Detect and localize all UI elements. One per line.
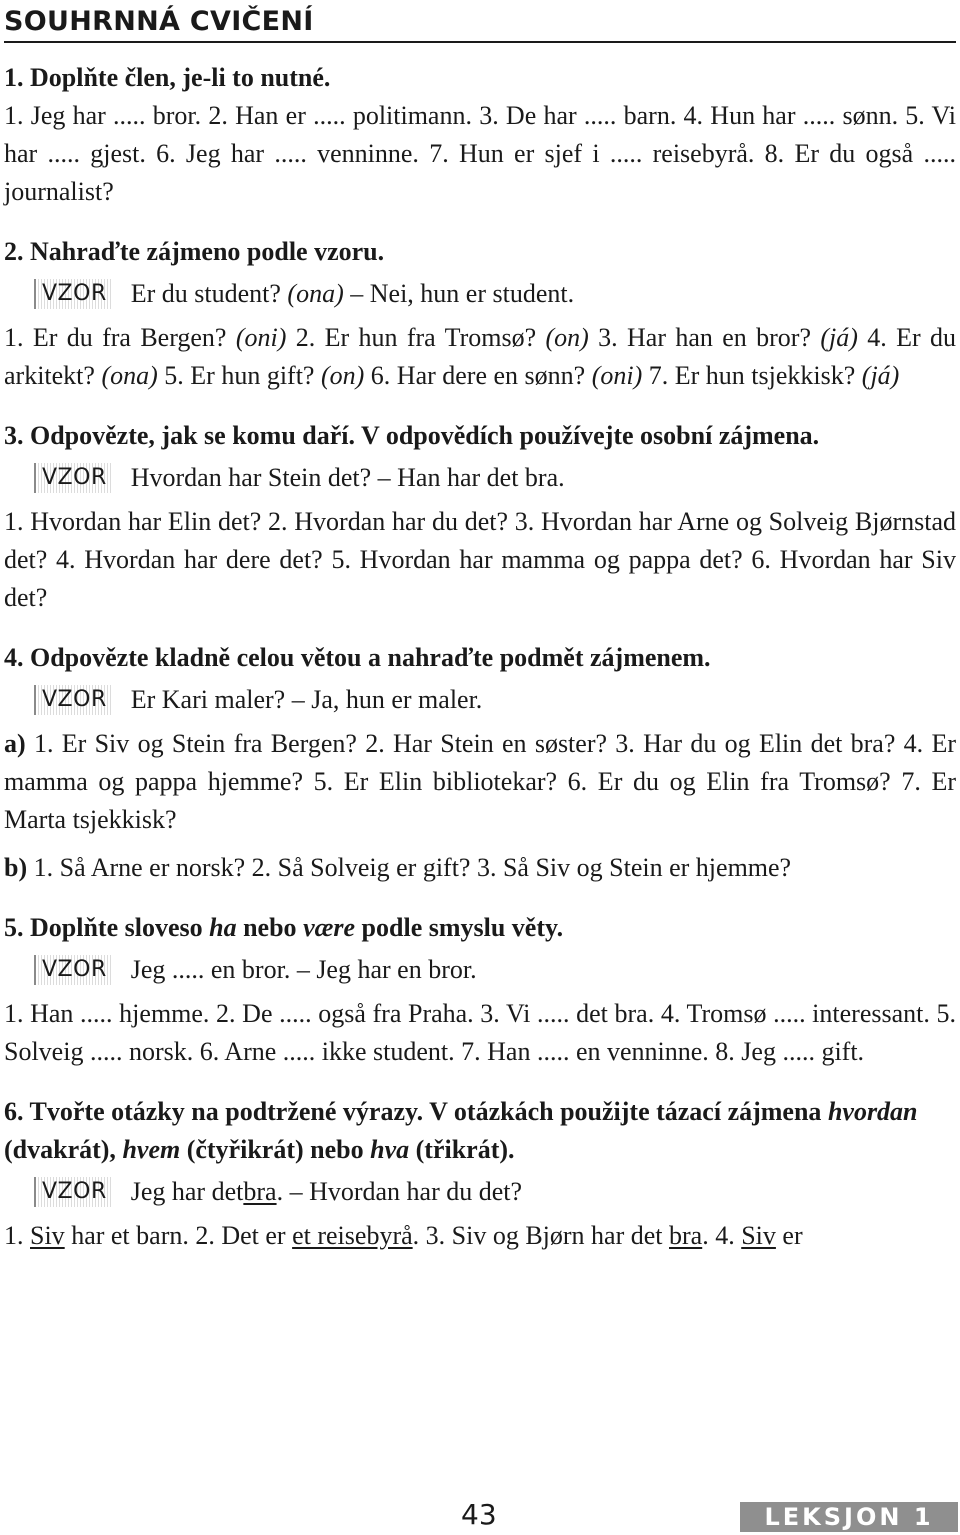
example-underlined: bra <box>243 1177 277 1206</box>
example-text: Er Kari maler? – Ja, hun er maler. <box>130 685 483 714</box>
exercise-2-title: 2. Nahraďte zájmeno podle vzoru. <box>4 237 385 266</box>
underlined-phrase: Siv <box>741 1221 776 1250</box>
exercise-5-title <box>4 909 956 947</box>
exercise-2-text <box>4 319 956 395</box>
page <box>4 0 956 1255</box>
example-part: . – Hvordan har du det? <box>276 1177 523 1206</box>
underlined-phrase: Siv <box>30 1221 65 1250</box>
text-part: . 4. <box>702 1221 742 1250</box>
page-number: 43 <box>461 1498 497 1531</box>
vzor-badge: VZOR <box>34 955 113 985</box>
text-part: har et barn. 2. Det er <box>64 1221 293 1250</box>
title-part: (čtyřikrát) nebo <box>180 1135 371 1164</box>
exercise-1-title: 1. Doplňte člen, je-li to nutné. <box>4 63 331 92</box>
exercise-6-text <box>4 1217 956 1255</box>
title-pronoun-hvordan: hvordan <box>827 1097 918 1126</box>
text-part: 1. <box>4 1221 30 1250</box>
underlined-phrase: et reisebyrå <box>292 1221 413 1250</box>
exercise-6-example <box>4 1173 956 1211</box>
part-a-text: 1. Er Siv og Stein fra Bergen? 2. Har Stein en søster? 3. Har du og Elin det bra? 4. Er mamma og pappa hjemme? 5. Er Elin bibliotekar? 6. Er du og Elin fra Tromsø? 7. Er Marta tsjekkisk? <box>4 729 956 834</box>
example-answer: – Nei, hun er student. <box>350 279 575 308</box>
exercise-3-text: 1. Hvordan har Elin det? 2. Hvordan har du det? 3. Hvordan har Arne og Solveig Bjørnstad det? 4. Hvordan har dere det? 5. Hvordan har mamma og pappa det? 6. Hvordan har Siv det? <box>4 507 956 612</box>
question: 3. Har han en bror? <box>598 323 812 352</box>
exercise-4b-text <box>4 849 956 887</box>
exercise-4a-text <box>4 725 956 839</box>
exercise-6-title <box>4 1093 956 1169</box>
exercise-3-example <box>4 459 956 497</box>
title-part: 6. Tvořte otázky na podtržené výrazy. V otázkách použijte tázací zájmena <box>4 1097 828 1126</box>
title-pronoun-hvem: hvem <box>122 1135 181 1164</box>
exercise-5-text: 1. Han ..... hjemme. 2. De ..... også fra Praha. 3. Vi ..... det bra. 4. Tromsø ..... interessant. 5. Solveig ..... norsk. 6. Arne ..... ikke student. 7. Han ..... en venninne. 8. Jeg ..... gift. <box>4 999 956 1066</box>
exercise-1-text: 1. Jeg har ..... bror. 2. Han er ..... politimann. 3. De har ..... barn. 4. Hun har ..... sønn. 5. Vi har ..... gjest. 6. Jeg har ..... venninne. 7. Hun er sjef i ..... reisebyrå. 8. Er du også ..... journalist? <box>4 101 956 206</box>
part-a-label: a) <box>4 729 26 758</box>
vzor-badge: VZOR <box>34 279 113 309</box>
title-verb-vaere: være <box>303 913 356 942</box>
hint: (on) <box>320 361 365 390</box>
question: 1. Er du fra Bergen? <box>4 323 227 352</box>
part-b-text: 1. Så Arne er norsk? 2. Så Solveig er gift? 3. Så Siv og Stein er hjemme? <box>27 853 792 882</box>
exercise-4-example <box>4 681 956 719</box>
title-part: podle smyslu věty. <box>355 913 564 942</box>
text-part: . 3. Siv og Bjørn har det <box>412 1221 670 1250</box>
question: 4. Er du arkitekt? <box>4 323 957 390</box>
exercise-4-title: 4. Odpovězte kladně celou větou a nahraďte podmět zájmenem. <box>4 643 711 672</box>
hint: (oni) <box>591 361 643 390</box>
title-verb-ha: ha <box>209 913 237 942</box>
question: 6. Har dere en sønn? <box>370 361 586 390</box>
example-part: Jeg har det <box>130 1177 244 1206</box>
exercise-5-example <box>4 951 956 989</box>
vzor-badge: VZOR <box>34 463 113 493</box>
underlined-phrase: bra <box>669 1221 703 1250</box>
lesson-badge: LEKSJON 1 <box>740 1502 958 1532</box>
text-part: er <box>775 1221 803 1250</box>
question: 5. Er hun gift? <box>164 361 315 390</box>
vzor-badge: VZOR <box>34 685 113 715</box>
page-heading: SOUHRNNÁ CVIČENÍ <box>4 6 956 43</box>
page-footer <box>0 1496 960 1535</box>
question: 7. Er hun tsjekkisk? <box>648 361 856 390</box>
example-text: Jeg ..... en bror. – Jeg har en bror. <box>130 955 477 984</box>
hint: (on) <box>545 323 589 352</box>
example-hint: (ona) <box>287 279 344 308</box>
exercise-2-example <box>4 275 956 313</box>
title-part: (dvakrát), <box>4 1135 123 1164</box>
vzor-badge: VZOR <box>34 1177 113 1207</box>
exercise-3-title: 3. Odpovězte, jak se komu daří. V odpovědích používejte osobní zájmena. <box>4 421 820 450</box>
title-part: 5. Doplňte sloveso <box>4 913 210 942</box>
part-b-label: b) <box>4 853 28 882</box>
hint: (já) <box>820 323 858 352</box>
example-text: Hvordan har Stein det? – Han har det bra. <box>130 463 565 492</box>
hint: (ona) <box>101 361 158 390</box>
hint: (oni) <box>235 323 287 352</box>
title-part: nebo <box>236 913 304 942</box>
example-question: Er du student? <box>130 279 281 308</box>
title-part: (třikrát). <box>409 1135 515 1164</box>
title-pronoun-hva: hva <box>370 1135 410 1164</box>
question: 2. Er hun fra Tromsø? <box>295 323 537 352</box>
hint: (já) <box>861 361 900 390</box>
